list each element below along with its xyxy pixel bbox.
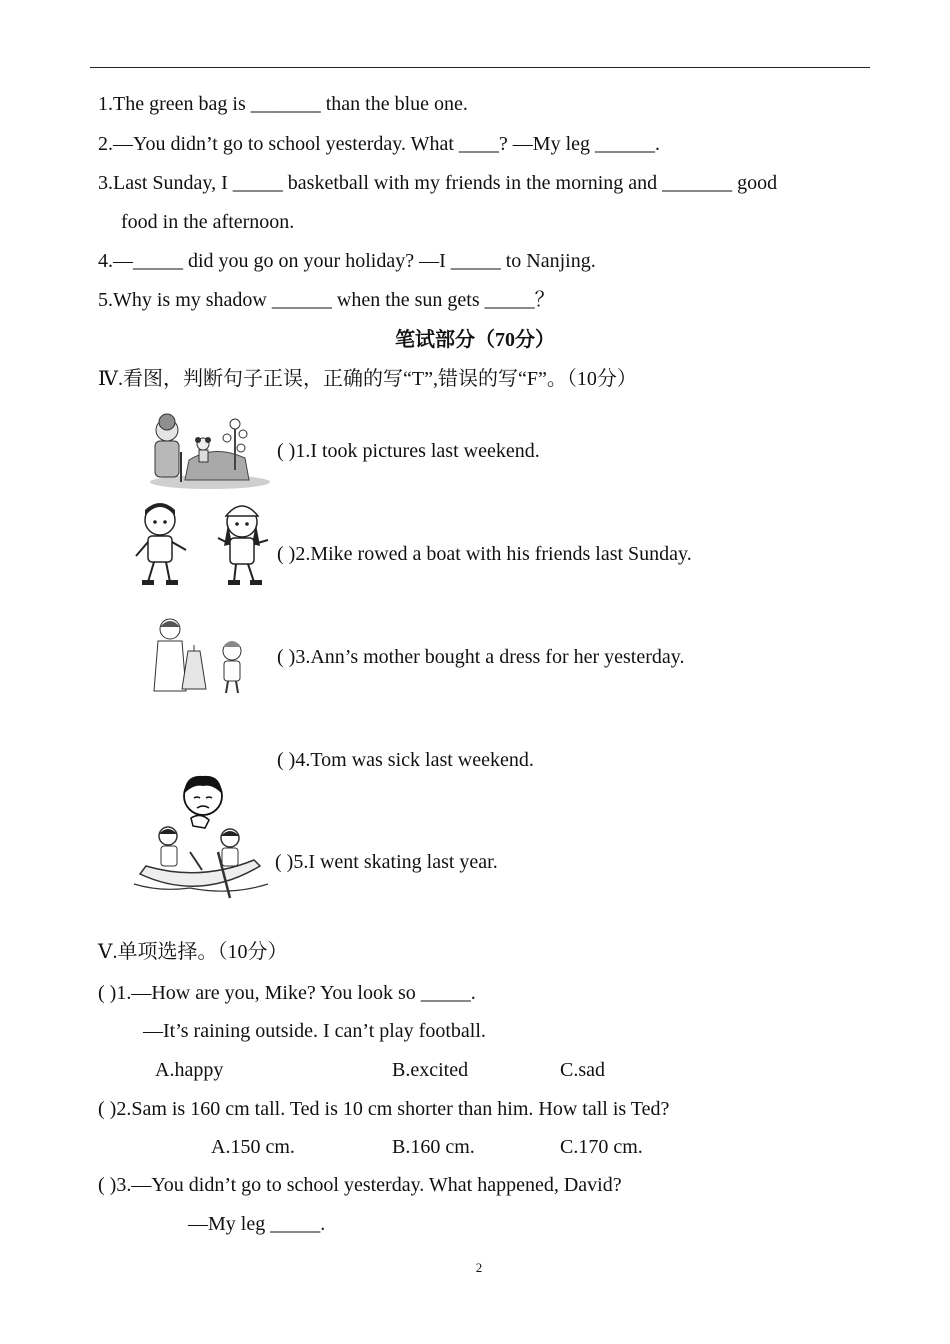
written-part-title: 笔试部分（70分）	[395, 329, 555, 351]
section5-title: Ⅴ.单项选择。（10分）	[98, 941, 288, 963]
choice-q1-stem: ( )1.—How are you, Mike? You look so _____.	[98, 982, 476, 1004]
choice-q1-option-c: C.sad	[560, 1059, 605, 1081]
judge-item-2: ( )2.Mike rowed a boat with his friends last Sunday.	[277, 543, 692, 565]
blank-sentence-3-cont: food in the afternoon.	[121, 211, 295, 233]
choice-q2-option-b: B.160 cm.	[392, 1136, 475, 1158]
blank-sentence-3: 3.Last Sunday, I _____ basketball with my friends in the morning and _______ good	[98, 172, 778, 194]
rowing-boat-picture	[130, 822, 272, 902]
blank-sentence-4: 4.—_____ did you go on your holiday? —I _____ to Nanjing.	[98, 250, 596, 272]
choice-q1-option-b: B.excited	[392, 1059, 469, 1081]
blank-sentence-2: 2.—You didn’t go to school yesterday. What ____? —My leg ______.	[98, 133, 661, 155]
judge-item-3: ( )3.Ann’s mother bought a dress for her yesterday.	[277, 646, 685, 668]
judge-item-1: ( )1.I took pictures last weekend.	[277, 440, 540, 462]
choice-q3-stem: ( )3.—You didn’t go to school yesterday. What happened, David?	[98, 1174, 622, 1196]
girls-skating-picture	[130, 498, 282, 590]
choice-q1-line2: —It’s raining outside. I can’t play football.	[143, 1020, 486, 1042]
judge-item-5: ( )5.I went skating last year.	[275, 851, 498, 873]
choice-q3-line2: —My leg _____.	[188, 1213, 326, 1235]
section4-title: Ⅳ.看图，判断句子正误，正确的写“T”,错误的写“F”。（10分）	[98, 368, 637, 390]
mother-dress-picture	[150, 615, 250, 697]
blank-sentence-1: 1.The green bag is _______ than the blue one.	[98, 93, 468, 115]
blank-sentence-5: 5.Why is my shadow ______ when the sun gets _____？	[98, 289, 555, 311]
choice-q1-option-a: A.happy	[155, 1059, 224, 1081]
grandma-garden-picture	[145, 408, 275, 490]
choice-q2-stem: ( )2.Sam is 160 cm tall. Ted is 10 cm shorter than him. How tall is Ted?	[98, 1098, 670, 1120]
choice-q2-option-c: C.170 cm.	[560, 1136, 643, 1158]
header-rule	[90, 67, 870, 68]
choice-q2-option-a: A.150 cm.	[211, 1136, 295, 1158]
judge-item-4: ( )4.Tom was sick last weekend.	[277, 749, 534, 771]
page-number: 2	[475, 1260, 483, 1275]
